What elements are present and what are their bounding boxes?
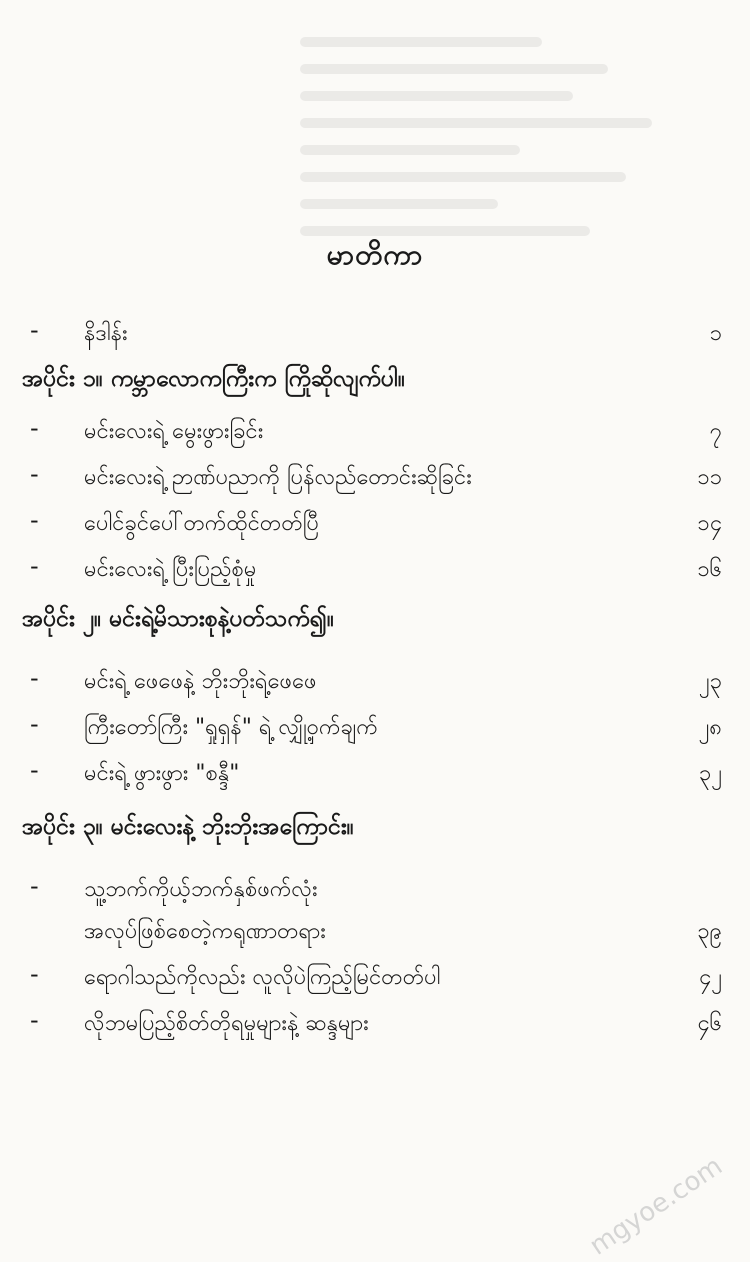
toc-entry[interactable] [22, 956, 722, 996]
toc-entry[interactable] [22, 312, 722, 352]
entry-label-continued: အလုပ်ဖြစ်စေတဲ့ကရုဏာတရား [84, 919, 326, 944]
entry-label: ရောဂါသည်ကိုလည်း လူလိုပဲကြည့်မြင်တတ်ပါ [84, 965, 441, 990]
entry-page-number: ၁၄ [697, 511, 722, 536]
entry-page-number: ၂၃ [698, 669, 722, 694]
entry-page-number: ၄၂ [698, 965, 722, 990]
toc-section-heading[interactable] [22, 600, 722, 640]
entry-page-number: ၃၂ [698, 761, 722, 786]
toc-entry-continued[interactable] [22, 910, 722, 950]
entry-page-number: ၂၈ [698, 715, 722, 740]
entry-label: နိဒါန်း [84, 321, 128, 346]
watermark: mgyoe.com [584, 1151, 728, 1262]
toc-section-heading[interactable] [22, 360, 722, 400]
entry-dash: - [30, 960, 39, 988]
entry-dash: - [30, 552, 39, 580]
toc-title: မာတိကာ [326, 238, 424, 271]
entry-label: မင်းလေးရဲ့ ဉာဏ်ပညာကို ပြန်လည်တောင်းဆိုခြင်း [84, 465, 472, 490]
entry-dash: - [30, 756, 39, 784]
toc-entry[interactable] [22, 660, 722, 700]
entry-dash: - [30, 316, 39, 344]
entry-dash: - [30, 664, 39, 692]
entry-label: သူ့ဘက်ကိုယ့်ဘက်နှစ်ဖက်လုံး [84, 877, 318, 902]
entry-dash: - [30, 506, 39, 534]
entry-page-number: ၁၁ [697, 465, 722, 490]
toc-entry[interactable] [22, 548, 722, 588]
entry-page-number: ၁ [709, 321, 722, 346]
entry-dash: - [30, 460, 39, 488]
entry-page-number: ၁၆ [697, 557, 722, 582]
toc-entry[interactable] [22, 868, 722, 908]
entry-label: မင်းရဲ့ ဖေဖေနဲ့ ဘိုးဘိုးရဲ့ဖေဖေ [84, 669, 317, 694]
entry-dash: - [30, 414, 39, 442]
entry-label: ကြီးတော်ကြီး "ရှုရှန်" ရဲ့ လျှို့ဝှက်ချက် [84, 715, 378, 740]
entry-dash: - [30, 872, 39, 900]
toc-entry[interactable] [22, 752, 722, 792]
entry-dash: - [30, 710, 39, 738]
toc-entry[interactable] [22, 706, 722, 746]
entry-dash: - [30, 1006, 39, 1034]
entry-page-number: ၃၉ [697, 919, 722, 944]
toc-entry[interactable] [22, 1002, 722, 1042]
entry-label: ပေါင်ခွင်ပေါ်တက်ထိုင်တတ်ပြီ [84, 511, 319, 536]
entry-label: မင်းလေးရဲ့ မွေးဖွားခြင်း [84, 419, 264, 444]
toc-entry[interactable] [22, 410, 722, 450]
entry-label: မင်းရဲ့ ဖွားဖွား "စန္ဒီ" [84, 761, 240, 786]
toc-entry[interactable] [22, 502, 722, 542]
section-label: အပိုင်း ၂။ မင်းရဲ့မိသားစုနဲ့ပတ်သက်၍။ [22, 606, 334, 632]
entry-page-number: ၇ [709, 419, 722, 444]
entry-label: မင်းလေးရဲ့ ပြီးပြည့်စုံမှု [84, 557, 257, 582]
toc-section-heading[interactable] [22, 808, 722, 848]
section-label: အပိုင်း ၃။ မင်းလေးနဲ့ ဘိုးဘိုးအကြောင်း။ [22, 814, 354, 840]
section-label: အပိုင်း ၁။ ကမ္ဘာလောကကြီးက ကြိုဆိုလျက်ပါ။ [22, 366, 405, 392]
entry-label: လိုဘမပြည့်စိတ်တိုရမှုများနဲ့ ဆန္ဒများ [84, 1011, 369, 1036]
toc-entry[interactable] [22, 456, 722, 496]
entry-page-number: ၄၆ [697, 1011, 722, 1036]
